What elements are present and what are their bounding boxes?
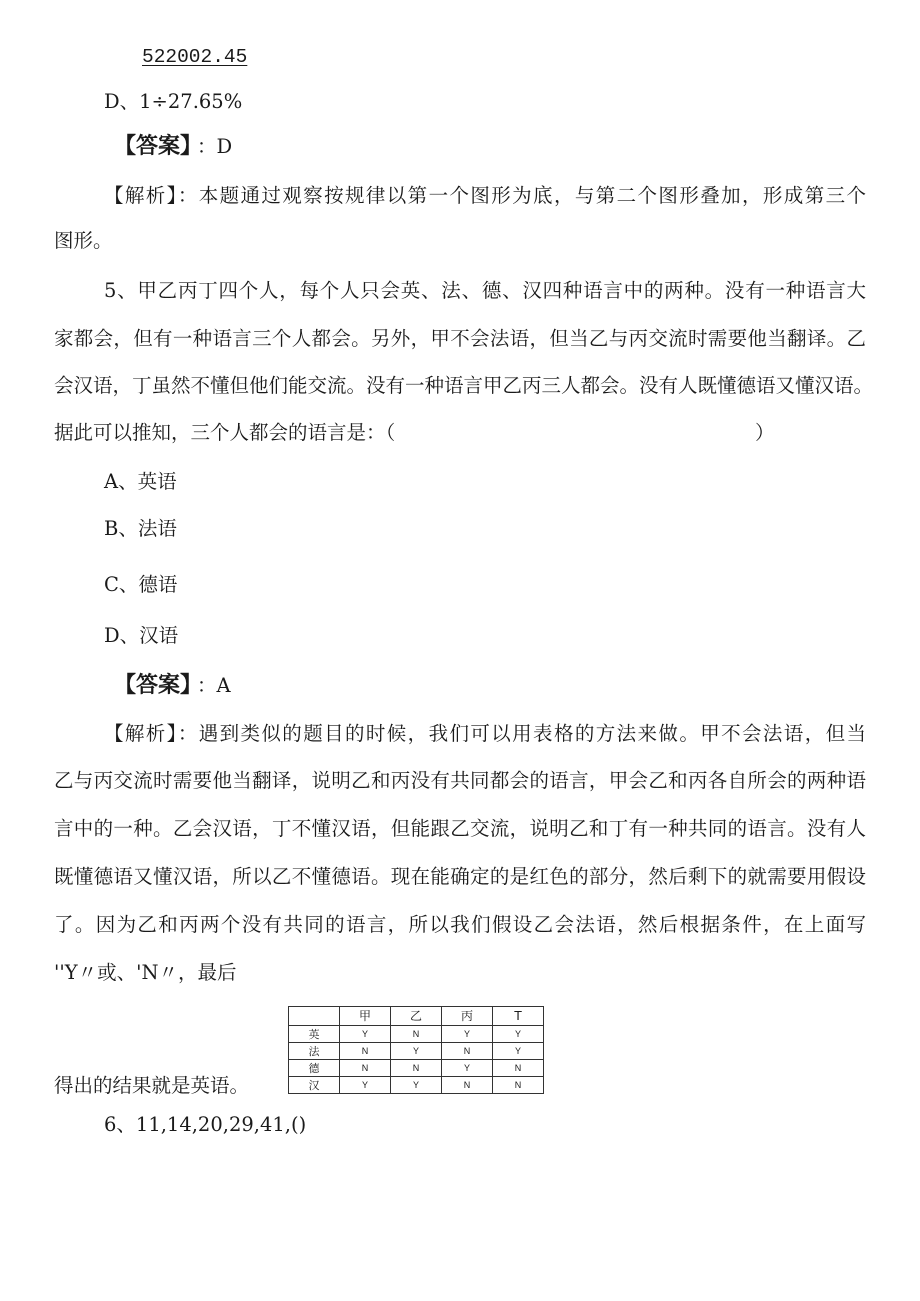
fraction-denominator: 522002.45 [142,46,248,68]
table-cell: N [493,1077,544,1094]
table-cell: N [391,1026,442,1043]
table-cell: Y [340,1077,391,1094]
table-row-label: 德 [289,1060,340,1077]
q5-analysis-line-3: 言中的一种。乙会汉语，丁不懂汉语，但能跟乙交流，说明乙和丁有一种共同的语言。没有人 [54,817,866,840]
q5-analysis-line-6: ''Y〃或、'N〃，最后 [54,961,237,984]
table-header-row [289,1007,544,1026]
q5-stem-line-2: 家都会，但有一种语言三个人都会。另外，甲不会法语，但当乙与丙交流时需要他当翻译。乙 [54,327,866,350]
q4-analysis-line-2: 图形。 [54,229,113,252]
table-row [289,1026,544,1043]
q5-analysis-line-5: 了。因为乙和丙两个没有共同的语言，所以我们假设乙会法语，然后根据条件，在上面写 [54,913,866,936]
table-cell: Y [442,1026,493,1043]
q5-option-b: B、法语 [104,517,177,540]
table-header-cell: 甲 [340,1007,391,1026]
table-row [289,1060,544,1077]
table-header-cell: 丙 [442,1007,493,1026]
q5-analysis-line-4: 既懂德语又懂汉语，所以乙不懂德语。现在能确定的是红色的部分，然后剩下的就需要用假设 [54,865,866,888]
table-cell: Y [493,1043,544,1060]
table-cell: Y [340,1026,391,1043]
table-cell: N [391,1060,442,1077]
table-header-cell [289,1007,340,1026]
table-cell: Y [391,1077,442,1094]
table-row [289,1043,544,1060]
q5-stem-line-3: 会汉语，丁虽然不懂但他们能交流。没有一种语言甲乙丙三人都会。没有人既懂德语又懂汉语。 [54,374,874,397]
q5-answer [114,675,231,697]
table-cell: N [340,1043,391,1060]
table-row-label: 法 [289,1043,340,1060]
q5-stem-line-1: 5、甲乙丙丁四个人，每个人只会英、法、德、汉四种语言中的两种。没有一种语言大 [104,279,866,302]
q5-stem-line-4: 据此可以推知，三个人都会的语言是：（ [54,421,396,444]
table-row [289,1077,544,1094]
q5-analysis-line-2: 乙与丙交流时需要他当翻译，说明乙和丙没有共同都会的语言，甲会乙和丙各自所会的两种语 [54,769,866,792]
table-row-label: 汉 [289,1077,340,1094]
q4-analysis-line-1: 【解析】：本题通过观察按规律以第一个图形为底，与第二个图形叠加，形成第三个 [104,184,866,207]
language-table [288,1006,544,1094]
answer-value: ：D [197,135,233,158]
answer-label: 【答案】 [114,134,192,159]
q5-option-d: D、汉语 [104,624,179,647]
table-cell: Y [442,1060,493,1077]
q5-conclusion: 得出的结果就是英语。 [54,1074,250,1097]
answer-label: 【答案】 [114,673,192,698]
q5-option-c: C、德语 [104,573,178,596]
table-header-cell: T [493,1007,544,1026]
table-cell: N [340,1060,391,1077]
table-cell: N [442,1077,493,1094]
table-cell: Y [391,1043,442,1060]
answer-value: ：A [197,674,231,697]
q5-analysis-line-1: 【解析】：遇到类似的题目的时候，我们可以用表格的方法来做。甲不会法语，但当 [104,722,866,745]
q5-option-a: A、英语 [104,470,177,493]
q5-stem-close-paren: ） [755,421,775,444]
table-cell: Y [493,1026,544,1043]
table-cell: N [442,1043,493,1060]
table-row-label: 英 [289,1026,340,1043]
q6-stem: 6、11,14,20,29,41,() [104,1113,307,1136]
option-d-prev: D、1÷27.65% [104,90,243,113]
q4-answer [114,136,232,158]
table-header-cell: 乙 [391,1007,442,1026]
table-cell: N [493,1060,544,1077]
